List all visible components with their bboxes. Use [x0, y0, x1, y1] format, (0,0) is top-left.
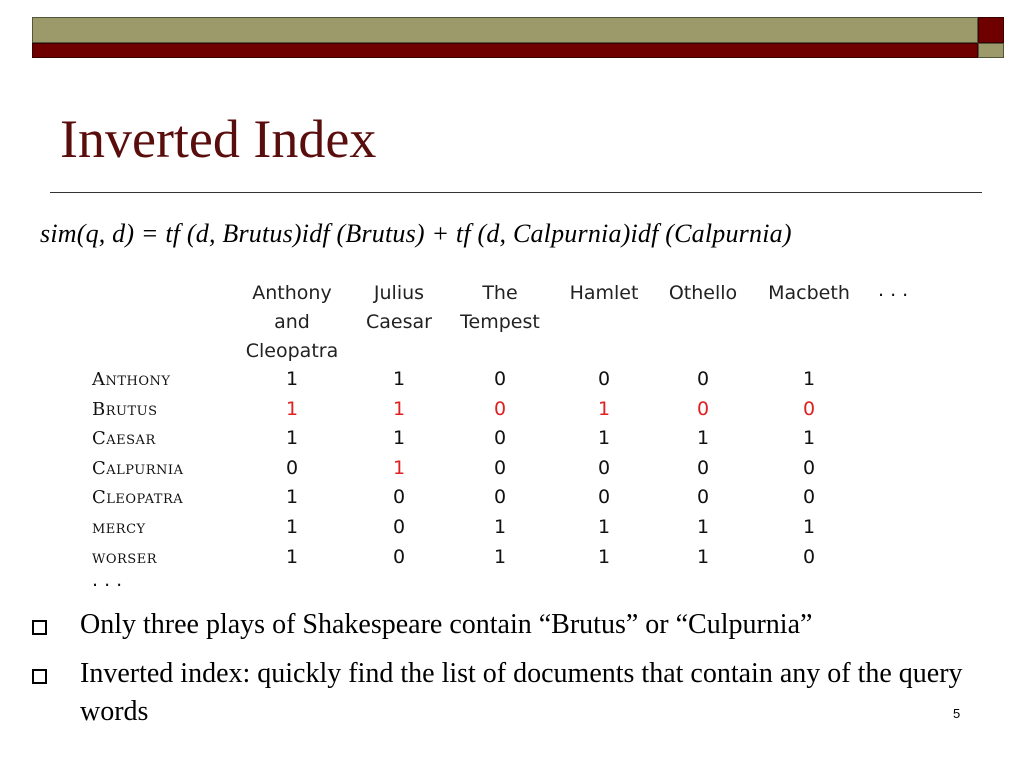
- matrix-cell: 1: [802, 516, 816, 538]
- bullet-list: [28, 606, 998, 742]
- matrix-cell: 0: [597, 486, 611, 509]
- matrix-cell: 1: [285, 486, 299, 509]
- column-header: Hamlet: [569, 282, 639, 304]
- page-number: 5: [953, 706, 961, 721]
- similarity-formula: sim(q, d) = tf (d, Brutus)idf (Brutus) + tf (d, Calpurnia)idf (Calpurnia): [40, 219, 792, 248]
- matrix-cell: 1: [696, 427, 710, 450]
- matrix-cell: 1: [597, 397, 611, 420]
- matrix-cell: 0: [802, 486, 816, 509]
- bullet-item: [28, 655, 998, 732]
- matrix-cell: 1: [696, 545, 710, 568]
- matrix-cell: 0: [802, 456, 816, 479]
- matrix-cell: 0: [493, 368, 507, 390]
- bullet-item: [28, 606, 998, 645]
- matrix-cell: 1: [493, 545, 507, 568]
- column-header: Julius Caesar: [366, 282, 432, 333]
- column-header: Macbeth: [768, 282, 850, 304]
- column-header: . . .: [878, 279, 909, 301]
- matrix-cell: 0: [696, 456, 710, 479]
- matrix-cell: 1: [493, 516, 507, 538]
- term-label: Brutus: [92, 398, 158, 420]
- bullet-text: Inverted index: quickly find the list of documents that contain any of the query words: [80, 657, 963, 728]
- matrix-cell: 0: [802, 397, 816, 420]
- matrix-cell: 1: [392, 427, 406, 450]
- bullet-text: Only three plays of Shakespeare contain “Brutus” or “Culpurnia”: [80, 609, 813, 640]
- column-header: Anthony and Cleopatra: [245, 282, 339, 362]
- matrix-cell: 1: [285, 397, 299, 420]
- matrix-cell: 1: [392, 397, 406, 420]
- matrix-cell: 1: [285, 545, 299, 568]
- matrix-cell: 0: [493, 456, 507, 479]
- square-bullet-icon: [32, 620, 47, 635]
- term-label: mercy: [92, 517, 146, 538]
- term-label: worser: [92, 546, 157, 568]
- matrix-cell: 0: [802, 545, 816, 568]
- matrix-cell: 1: [285, 516, 299, 538]
- row-ellipsis: . . .: [92, 569, 123, 592]
- column-header: Othello: [668, 282, 738, 304]
- matrix-cell: 0: [392, 516, 406, 538]
- matrix-cell: 0: [696, 368, 710, 390]
- matrix-cell: 0: [597, 368, 611, 390]
- matrix-cell: 0: [392, 545, 406, 568]
- matrix-cell: 1: [285, 368, 299, 390]
- matrix-cell: 0: [493, 397, 507, 420]
- matrix-cell: 0: [392, 486, 406, 509]
- matrix-cell: 1: [285, 427, 299, 450]
- term-label: Calpurnia: [92, 457, 184, 479]
- matrix-cell: 0: [493, 486, 507, 509]
- term-label: Caesar: [92, 428, 156, 450]
- matrix-cell: 1: [392, 456, 406, 479]
- matrix-cell: 0: [285, 456, 299, 479]
- slide-title: Inverted Index: [60, 109, 377, 169]
- matrix-cell: 0: [696, 397, 710, 420]
- matrix-cell: 0: [493, 427, 507, 450]
- matrix-cell: 1: [802, 368, 816, 390]
- matrix-cell: 1: [392, 368, 406, 390]
- matrix-cell: 0: [597, 456, 611, 479]
- term-label: Cleopatra: [92, 487, 184, 509]
- column-header: The Tempest: [460, 282, 540, 333]
- square-bullet-icon: [32, 669, 47, 684]
- matrix-cell: 0: [696, 486, 710, 509]
- matrix-cell: 1: [696, 516, 710, 538]
- matrix-cell: 1: [802, 427, 816, 450]
- matrix-cell: 1: [597, 516, 611, 538]
- matrix-cell: 1: [597, 545, 611, 568]
- term-label: Anthony: [92, 369, 171, 390]
- matrix-cell: 1: [597, 427, 611, 450]
